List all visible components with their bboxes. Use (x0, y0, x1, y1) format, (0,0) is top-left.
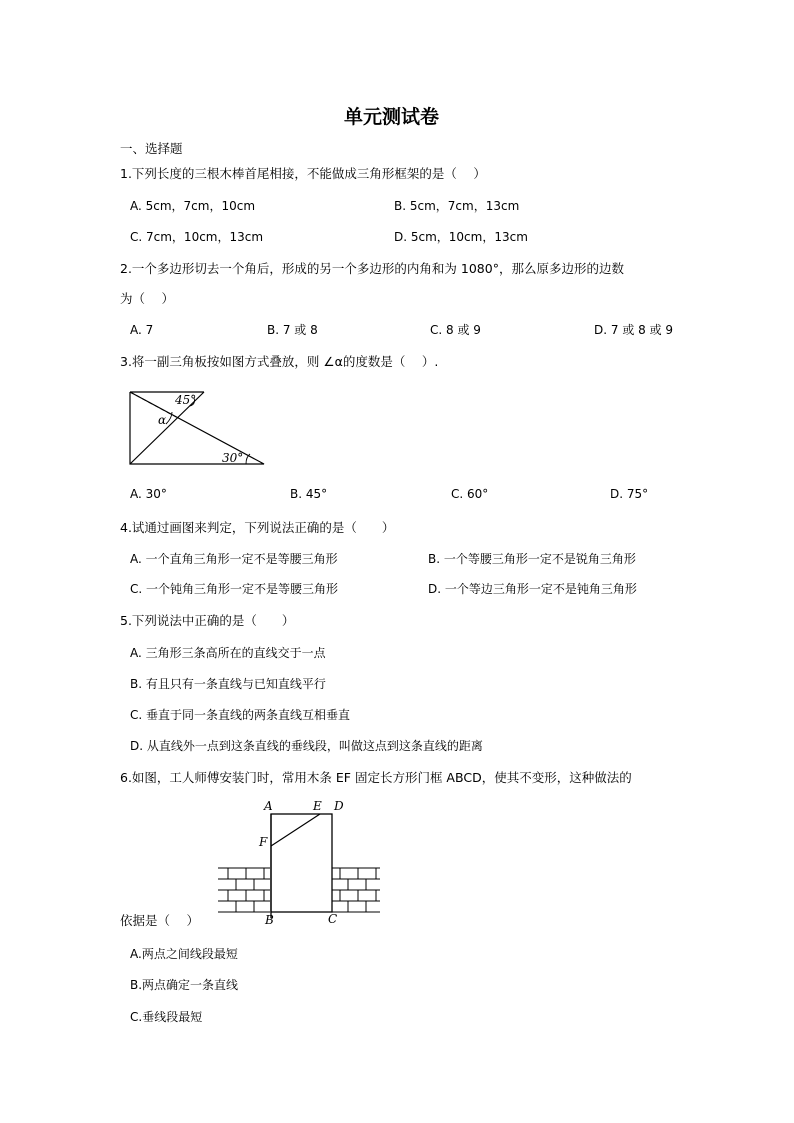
section-heading: 一、选择题 (120, 141, 183, 156)
question-6-figure (214, 808, 386, 920)
question-2-stem-line2: 为（ ） (120, 291, 174, 306)
question-5-option-c[interactable]: C. 垂直于同一条直线的两条直线互相垂直 (130, 708, 351, 722)
question-3-option-b[interactable]: B. 45° (290, 487, 328, 501)
question-4-option-a[interactable]: A. 一个直角三角形一定不是等腰三角形 (130, 552, 338, 566)
question-4-stem: 4.试通过画图来判定，下列说法正确的是（ ） (120, 520, 395, 535)
point-f-label: F (259, 835, 268, 849)
question-5-stem: 5.下列说法中正确的是（ ） (120, 613, 295, 628)
question-4-option-d[interactable]: D. 一个等边三角形一定不是钝角三角形 (428, 582, 637, 596)
angle-45-label: 45° (175, 393, 197, 407)
page-title: 单元测试卷 (344, 106, 440, 128)
question-5-option-d[interactable]: D. 从直线外一点到这条直线的垂线段，叫做这点到这条直线的距离 (130, 739, 483, 753)
alpha-label: α (158, 413, 167, 427)
question-4-option-c[interactable]: C. 一个钝角三角形一定不是等腰三角形 (130, 582, 339, 596)
question-3-option-c[interactable]: C. 60° (451, 487, 489, 501)
question-6-stem-line1: 6.如图，工人师傅安装门时，常用木条 EF 固定长方形门框 ABCD，使其不变形，这种做法的 (120, 770, 632, 785)
question-3-stem: 3.将一副三角板按如图方式叠放，则 ∠α的度数是（ ）. (120, 354, 439, 369)
question-1-option-c[interactable]: C. 7cm，10cm，13cm (130, 230, 264, 244)
question-6-option-c[interactable]: C.垂线段最短 (130, 1010, 203, 1024)
question-2-option-d[interactable]: D. 7 或 8 或 9 (594, 323, 674, 337)
question-3-figure (126, 388, 268, 468)
point-d-label: D (334, 799, 344, 813)
question-1-stem: 1.下列长度的三根木棒首尾相接，不能做成三角形框架的是（ ） (120, 166, 486, 181)
question-1-option-a[interactable]: A. 5cm，7cm，10cm (130, 199, 256, 213)
question-5-option-a[interactable]: A. 三角形三条高所在的直线交于一点 (130, 646, 326, 660)
question-2-option-c[interactable]: C. 8 或 9 (430, 323, 481, 337)
question-4-option-b[interactable]: B. 一个等腰三角形一定不是锐角三角形 (428, 552, 636, 566)
question-1-option-b[interactable]: B. 5cm，7cm，13cm (394, 199, 520, 213)
question-2-stem-line1: 2.一个多边形切去一个角后，形成的另一个多边形的内角和为 1080°，那么原多边形的边数 (120, 261, 624, 276)
question-5-option-b[interactable]: B. 有且只有一条直线与已知直线平行 (130, 677, 326, 691)
question-2-option-b[interactable]: B. 7 或 8 (267, 323, 318, 337)
question-6-option-b[interactable]: B.两点确定一条直线 (130, 978, 239, 992)
question-3-option-d[interactable]: D. 75° (610, 487, 649, 501)
point-e-label: E (313, 799, 322, 813)
point-c-label: C (328, 912, 338, 926)
point-b-label: B (265, 913, 274, 927)
angle-30-label: 30° (222, 451, 244, 465)
question-1-option-d[interactable]: D. 5cm，10cm，13cm (394, 230, 528, 244)
question-6-stem-line2: 依据是（ ） (120, 913, 199, 928)
point-a-label: A (264, 799, 273, 813)
question-2-option-a[interactable]: A. 7 (130, 323, 154, 337)
question-6-option-a[interactable]: A.两点之间线段最短 (130, 947, 238, 961)
question-3-option-a[interactable]: A. 30° (130, 487, 167, 501)
